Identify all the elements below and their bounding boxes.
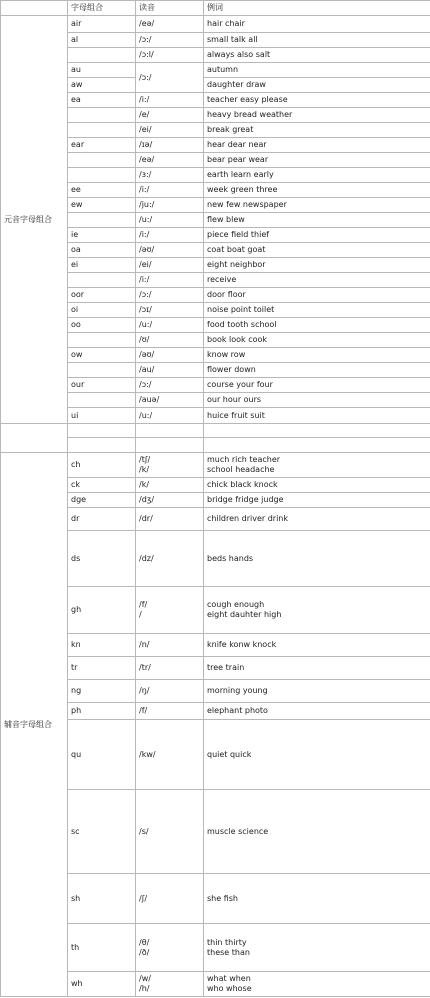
- example-line: school headache: [207, 465, 275, 474]
- examples-cell: [204, 288, 430, 303]
- sound-line: /tr/: [139, 663, 151, 672]
- example-line: children driver drink: [207, 514, 289, 523]
- sound-line: /i:/: [139, 185, 150, 194]
- group-label-cell: 元音字母组合: [1, 16, 68, 424]
- sound-cell: [136, 153, 204, 168]
- sound-cell: [136, 493, 204, 508]
- sound-line: /ɔ:/: [139, 380, 152, 389]
- example-line: door floor: [207, 290, 246, 299]
- combo-cell: tr: [68, 657, 136, 680]
- sound-cell: [136, 123, 204, 138]
- sound-cell: [136, 213, 204, 228]
- combo-cell: [68, 108, 136, 123]
- sound-cell: [136, 790, 204, 874]
- combo-cell: ei: [68, 258, 136, 273]
- sound-line: /dr/: [139, 514, 153, 523]
- sound-line: /ɔ:/: [139, 35, 152, 44]
- sound-cell: [136, 874, 204, 924]
- sound-cell: [136, 531, 204, 587]
- example-line: eight neighbor: [207, 260, 266, 269]
- combo-cell: air: [68, 16, 136, 33]
- examples-cell: [204, 108, 430, 123]
- example-line: teacher easy please: [207, 95, 288, 104]
- example-line: daughter draw: [207, 80, 266, 89]
- example-line: food tooth school: [207, 320, 277, 329]
- table-row: [1, 424, 430, 438]
- examples-cell: [204, 243, 430, 258]
- group-label-cell: 辅音字母组合: [1, 453, 68, 997]
- examples-cell: [204, 453, 430, 478]
- combo-cell: ch: [68, 453, 136, 478]
- examples-cell: [204, 318, 430, 333]
- sound-line: /k/: [139, 465, 150, 474]
- combo-cell: ow: [68, 348, 136, 363]
- combo-cell: ng: [68, 680, 136, 703]
- combo-cell: [68, 153, 136, 168]
- sound-cell: [136, 363, 204, 378]
- example-line: eight dauhter high: [207, 610, 282, 619]
- header-cell-combo: 字母组合: [68, 1, 136, 16]
- combo-cell: [68, 123, 136, 138]
- examples-cell: [204, 198, 430, 213]
- example-line: flew blew: [207, 215, 245, 224]
- examples-cell: [204, 680, 430, 703]
- example-line: thin thirty: [207, 937, 247, 947]
- examples-cell: [204, 168, 430, 183]
- examples-cell: [204, 78, 430, 93]
- sound-line: /f/: [139, 600, 148, 609]
- sound-line: /ɔ:/: [139, 290, 152, 299]
- combo-cell: [68, 213, 136, 228]
- combo-cell: ph: [68, 703, 136, 720]
- group-label-cell: [1, 424, 68, 453]
- combo-cell: [68, 393, 136, 408]
- combo-cell: [68, 333, 136, 348]
- sound-cell: [136, 634, 204, 657]
- sound-cell: [136, 378, 204, 393]
- combo-cell: ui: [68, 408, 136, 424]
- example-line: noise point toilet: [207, 305, 275, 314]
- examples-cell: [204, 348, 430, 363]
- examples-cell: [204, 634, 430, 657]
- examples-cell: [204, 972, 430, 997]
- examples-cell: [204, 33, 430, 48]
- combo-cell: ds: [68, 531, 136, 587]
- sound-cell: [136, 333, 204, 348]
- sound-line: /əʊ/: [139, 245, 155, 254]
- table-row: [1, 16, 430, 33]
- table-row: [1, 453, 430, 478]
- example-line: who whose: [207, 984, 252, 993]
- combo-cell: ew: [68, 198, 136, 213]
- example-line: she fish: [207, 893, 238, 903]
- sound-cell: [136, 318, 204, 333]
- examples-cell: [204, 93, 430, 108]
- example-line: morning young: [207, 686, 268, 695]
- example-line: book look cook: [207, 335, 268, 344]
- sound-line: /f/: [139, 706, 148, 715]
- combo-cell: [68, 273, 136, 288]
- combo-cell: ea: [68, 93, 136, 108]
- example-line: tree train: [207, 663, 245, 672]
- sound-line: /e/: [139, 110, 150, 119]
- sound-cell: [136, 273, 204, 288]
- example-line: bear pear wear: [207, 155, 269, 164]
- example-line: flower down: [207, 365, 256, 374]
- examples-cell: [204, 720, 430, 790]
- examples-cell: [204, 508, 430, 531]
- examples-cell: [204, 438, 430, 453]
- examples-cell: [204, 657, 430, 680]
- combo-cell: [68, 438, 136, 453]
- header-row: [1, 1, 430, 16]
- combo-cell: [68, 168, 136, 183]
- example-line: quiet quick: [207, 749, 252, 759]
- sound-cell: [136, 48, 204, 63]
- sound-line: /eə/: [139, 19, 155, 28]
- example-line: beds hands: [207, 553, 254, 563]
- sound-line: /i:/: [139, 95, 150, 104]
- examples-cell: [204, 874, 430, 924]
- example-line: always also salt: [207, 50, 271, 59]
- sound-line: /dʒ/: [139, 495, 155, 504]
- example-line: receive: [207, 275, 237, 284]
- sound-line: /s/: [139, 826, 149, 836]
- example-line: hair chair: [207, 19, 245, 28]
- combo-cell: oo: [68, 318, 136, 333]
- sound-cell: [136, 243, 204, 258]
- examples-cell: [204, 493, 430, 508]
- example-line: bridge fridge judge: [207, 495, 284, 504]
- sound-line: /ɔɪ/: [139, 305, 152, 314]
- example-line: much rich teacher: [207, 455, 281, 464]
- examples-cell: [204, 393, 430, 408]
- sound-cell: [136, 438, 204, 453]
- example-line: new few newspaper: [207, 200, 287, 209]
- sound-cell: [136, 703, 204, 720]
- example-line: know row: [207, 350, 246, 359]
- example-line: elephant photo: [207, 706, 268, 715]
- sound-line: /əʊ/: [139, 350, 155, 359]
- examples-cell: [204, 790, 430, 874]
- sound-cell: [136, 258, 204, 273]
- combo-cell: ear: [68, 138, 136, 153]
- sound-line: /ð/: [139, 947, 150, 957]
- sound-line: /h/: [139, 984, 150, 993]
- example-line: course your four: [207, 380, 273, 389]
- examples-cell: [204, 333, 430, 348]
- combo-cell: au: [68, 63, 136, 78]
- sound-cell: [136, 16, 204, 33]
- sound-line: /ju:/: [139, 200, 155, 209]
- sound-line: /θ/: [139, 937, 150, 947]
- combo-cell: dr: [68, 508, 136, 531]
- examples-cell: [204, 703, 430, 720]
- example-line: chick black knock: [207, 480, 278, 489]
- combo-cell: [68, 424, 136, 438]
- example-line: knife konw knock: [207, 640, 277, 649]
- sound-line: /ɪə/: [139, 140, 153, 149]
- sound-cell: [136, 587, 204, 634]
- examples-cell: [204, 258, 430, 273]
- examples-cell: [204, 138, 430, 153]
- combo-cell: ie: [68, 228, 136, 243]
- sound-line: /i:/: [139, 230, 150, 239]
- sound-line: /au/: [139, 365, 155, 374]
- sound-line: /kw/: [139, 749, 156, 759]
- examples-cell: [204, 408, 430, 424]
- combo-cell: sc: [68, 790, 136, 874]
- examples-cell: [204, 424, 430, 438]
- sound-line: /dz/: [139, 553, 154, 563]
- examples-cell: [204, 587, 430, 634]
- examples-cell: [204, 478, 430, 493]
- sound-line: /eə/: [139, 155, 155, 164]
- sound-cell: [136, 63, 204, 93]
- example-line: these than: [207, 947, 250, 957]
- sound-cell: [136, 508, 204, 531]
- sound-cell: [136, 183, 204, 198]
- sound-cell: [136, 408, 204, 424]
- examples-cell: [204, 123, 430, 138]
- sound-cell: [136, 33, 204, 48]
- combo-cell: th: [68, 924, 136, 972]
- combo-cell: al: [68, 33, 136, 48]
- example-line: heavy bread weather: [207, 110, 293, 119]
- combo-cell: qu: [68, 720, 136, 790]
- example-line: piece field thief: [207, 230, 270, 239]
- sound-cell: [136, 680, 204, 703]
- sound-line: /ʊ/: [139, 335, 150, 344]
- sound-cell: [136, 303, 204, 318]
- sound-cell: [136, 720, 204, 790]
- combo-cell: dge: [68, 493, 136, 508]
- example-line: cough enough: [207, 600, 265, 609]
- sound-cell: [136, 288, 204, 303]
- sound-line: /k/: [139, 480, 150, 489]
- example-line: our hour ours: [207, 395, 262, 404]
- examples-cell: [204, 63, 430, 78]
- examples-cell: [204, 16, 430, 33]
- sound-cell: [136, 138, 204, 153]
- examples-cell: [204, 48, 430, 63]
- combo-cell: aw: [68, 78, 136, 93]
- sound-line: /u:/: [139, 215, 153, 224]
- sound-line: /ei/: [139, 125, 152, 134]
- sound-cell: [136, 453, 204, 478]
- examples-cell: [204, 531, 430, 587]
- sound-line: /w/: [139, 974, 151, 983]
- sound-line: /tʃ/: [139, 455, 151, 464]
- example-line: what when: [207, 974, 251, 983]
- sound-line: /ei/: [139, 260, 152, 269]
- sound-line: /n/: [139, 640, 150, 649]
- sound-cell: [136, 657, 204, 680]
- combo-cell: [68, 363, 136, 378]
- sound-line: /ʃ/: [139, 893, 148, 903]
- combo-cell: kn: [68, 634, 136, 657]
- examples-cell: [204, 378, 430, 393]
- sound-cell: [136, 198, 204, 213]
- example-line: coat boat goat: [207, 245, 266, 254]
- examples-cell: [204, 924, 430, 972]
- sound-line: /: [139, 610, 142, 619]
- combo-cell: ck: [68, 478, 136, 493]
- sound-cell: [136, 478, 204, 493]
- header-cell-sound: 读音: [136, 1, 204, 16]
- header-cell-examples: 例词: [204, 1, 430, 16]
- example-line: huice fruit suit: [207, 410, 265, 420]
- combo-cell: [68, 48, 136, 63]
- examples-cell: [204, 363, 430, 378]
- sound-line: /u:/: [139, 410, 153, 420]
- combo-cell: oa: [68, 243, 136, 258]
- examples-cell: [204, 183, 430, 198]
- sound-line: /i:/: [139, 275, 150, 284]
- example-line: muscle science: [207, 826, 269, 836]
- combo-cell: ee: [68, 183, 136, 198]
- table-body: [1, 16, 430, 997]
- combo-cell: sh: [68, 874, 136, 924]
- combo-cell: oor: [68, 288, 136, 303]
- sound-line: /ŋ/: [139, 686, 150, 695]
- example-line: break great: [207, 125, 254, 134]
- example-line: hear dear near: [207, 140, 267, 149]
- sound-cell: [136, 228, 204, 243]
- example-line: earth learn early: [207, 170, 274, 179]
- example-line: autumn: [207, 65, 239, 74]
- sound-line: /ɔ:l/: [139, 50, 154, 59]
- sound-cell: [136, 348, 204, 363]
- sound-cell: [136, 924, 204, 972]
- sound-line: /u:/: [139, 320, 153, 329]
- examples-cell: [204, 213, 430, 228]
- examples-cell: [204, 273, 430, 288]
- sound-line: /ɔ:/: [139, 72, 152, 82]
- example-line: small talk all: [207, 35, 258, 44]
- sound-cell: [136, 168, 204, 183]
- combo-cell: our: [68, 378, 136, 393]
- combo-cell: wh: [68, 972, 136, 997]
- examples-cell: [204, 153, 430, 168]
- combo-cell: oi: [68, 303, 136, 318]
- sound-cell: [136, 393, 204, 408]
- sound-cell: [136, 424, 204, 438]
- sound-cell: [136, 93, 204, 108]
- sound-cell: [136, 972, 204, 997]
- examples-cell: [204, 303, 430, 318]
- sound-cell: [136, 108, 204, 123]
- combo-cell: gh: [68, 587, 136, 634]
- example-line: week green three: [207, 185, 278, 194]
- examples-cell: [204, 228, 430, 243]
- sound-line: /ɜ:/: [139, 170, 152, 179]
- sound-line: /auə/: [139, 395, 160, 404]
- header-cell-group: [1, 1, 68, 16]
